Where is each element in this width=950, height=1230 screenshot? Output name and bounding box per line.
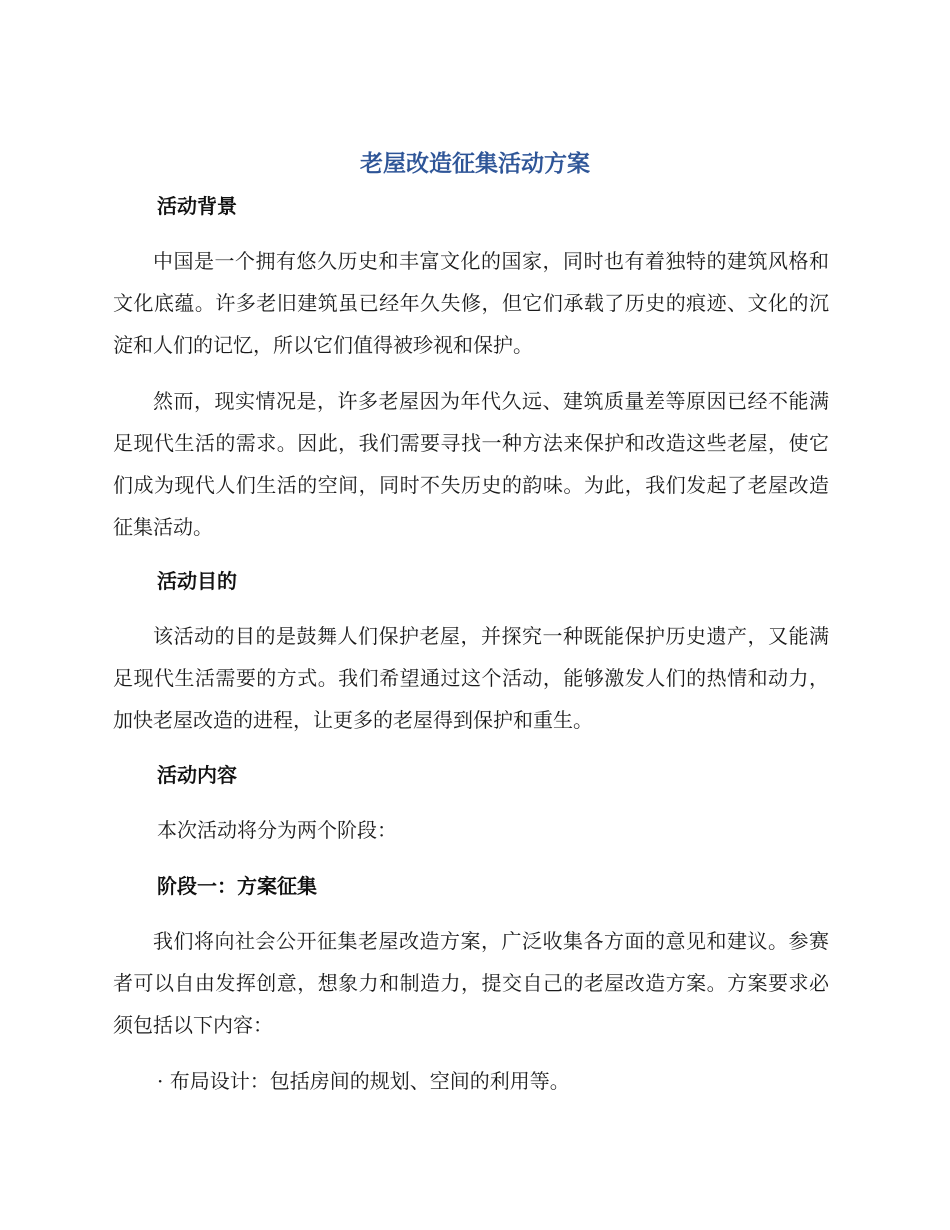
paragraph-purpose-1: 该活动的目的是鼓舞人们保护老屋，并探究一种既能保护历史遗产，又能满足现代生活需要的方式。我们希望通过这个活动，能够激发人们的热情和动力，加快老屋改造的进程，让更多的老屋得到保护和重生。 (113, 624, 829, 732)
section-heading-purpose: 活动目的 (157, 569, 237, 593)
paragraph-background-1: 中国是一个拥有悠久历史和丰富文化的国家，同时也有着独特的建筑风格和文化底蕴。许多老旧建筑虽已经年久失修，但它们承载了历史的痕迹、文化的沉淀和人们的记忆，所以它们值得被珍视和保护。 (113, 249, 829, 357)
bullet-item-layout: · 布局设计：包括房间的规划、空间的利用等。 (157, 1069, 570, 1093)
stage1-heading: 阶段一：方案征集 (157, 874, 317, 898)
paragraph-stage1: 我们将向社会公开征集老屋改造方案，广泛收集各方面的意见和建议。参赛者可以自由发挥创意，想象力和制造力，提交自己的老屋改造方案。方案要求必须包括以下内容： (113, 929, 829, 1037)
section-heading-content: 活动内容 (157, 763, 237, 787)
section-heading-background: 活动背景 (157, 194, 237, 218)
document-title: 老屋改造征集活动方案 (360, 151, 590, 177)
paragraph-background-2: 然而，现实情况是，许多老屋因为年代久远、建筑质量差等原因已经不能满足现代生活的需求。因此，我们需要寻找一种方法来保护和改造这些老屋，使它们成为现代人们生活的空间，同时不失历史的韵味。为此，我们发起了老屋改造征集活动。 (113, 389, 829, 539)
paragraph-content-intro: 本次活动将分为两个阶段： (157, 818, 397, 842)
